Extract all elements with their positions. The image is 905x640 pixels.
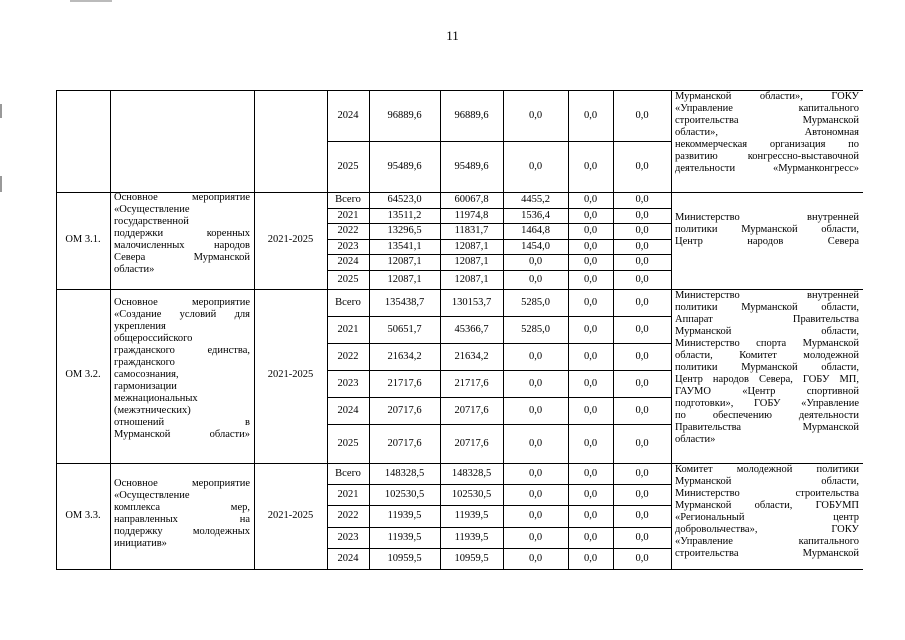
table-cell-year: 2021 <box>337 324 359 335</box>
measure-name-line: комплекса мер, <box>114 502 250 513</box>
table-cell-amount: 1454,0 <box>521 241 550 252</box>
table-cell-amount: 13541,1 <box>387 241 422 252</box>
table-cell-amount: 0,0 <box>528 110 543 121</box>
table-cell-amount: 0,0 <box>635 405 649 416</box>
table-cell-amount: 13511,2 <box>387 210 422 221</box>
table-cell-amount: 0,0 <box>528 256 543 267</box>
executor-text-line: «Региональный центр <box>675 512 859 523</box>
table-cell-amount: 0,0 <box>528 405 543 416</box>
table-cell-year: Всего <box>335 297 361 308</box>
executor-text-line: Комитет молодежной политики <box>675 464 859 475</box>
table-cell-year: 2021 <box>337 489 359 500</box>
table-cell-year: Всего <box>335 468 361 479</box>
table-cell-amount: 0,0 <box>528 553 543 564</box>
executor-text-line: по обеспечению деятельности <box>675 410 859 421</box>
measure-name <box>114 192 250 276</box>
table-cell-amount: 0,0 <box>635 194 649 205</box>
measure-name-line: Мурманской области» <box>114 429 250 440</box>
executor-text-line: ГАУМО «Центр спортивной <box>675 386 859 397</box>
measure-name-line: инициатив» <box>114 538 167 549</box>
executor-text-line: политики Мурманской области, <box>675 302 859 313</box>
table-cell-year: 2025 <box>337 438 359 449</box>
implementation-period: 2021-2025 <box>267 369 314 380</box>
executor-text-line: Мурманской области, <box>675 476 859 487</box>
table-cell-amount: 96889,6 <box>387 110 422 121</box>
table-cell-amount: 21717,6 <box>454 378 489 389</box>
executor-text-line: области», Автономная <box>675 127 859 138</box>
table-cell-amount: 0,0 <box>583 194 598 205</box>
measure-name-line: «Осуществление <box>114 490 190 501</box>
table-cell-amount: 0,0 <box>635 274 649 285</box>
table-cell-amount: 50651,7 <box>387 324 422 335</box>
table-cell-amount: 11939,5 <box>387 510 422 521</box>
measure-name-line: самосознания, <box>114 369 179 380</box>
table-cell-year: 2024 <box>337 553 359 564</box>
scan-artifact-top <box>70 0 112 2</box>
measure-name-line: общероссийского <box>114 333 193 344</box>
executor-text-line: Министерство внутренней <box>675 290 859 301</box>
measure-name-line: Основное мероприятие <box>114 478 250 489</box>
measure-name-line: Севера Мурманской <box>114 252 250 263</box>
table-cell-year: Всего <box>335 194 361 205</box>
table-cell-amount: 11974,8 <box>454 210 489 221</box>
table-cell-amount: 0,0 <box>635 297 649 308</box>
measure-name-line: малочисленных народов <box>114 240 250 251</box>
measure-name-line: Основное мероприятие <box>114 297 250 308</box>
table-cell-amount: 0,0 <box>635 438 649 449</box>
table-cell-amount: 11939,5 <box>454 510 489 521</box>
table-cell-amount: 0,0 <box>583 324 598 335</box>
table-cell-year: 2023 <box>337 378 359 389</box>
table-cell-amount: 102530,5 <box>451 489 492 500</box>
measure-name <box>114 297 250 441</box>
table-cell-year: 2022 <box>337 225 359 236</box>
table-cell-amount: 0,0 <box>583 468 598 479</box>
measure-name-line: «Создание условий для <box>114 309 250 320</box>
executor-text-line: добровольчества», ГОКУ <box>675 524 859 535</box>
table-cell-amount: 0,0 <box>528 532 543 543</box>
table-cell-amount: 0,0 <box>635 210 649 221</box>
table-cell-amount: 0,0 <box>583 161 598 172</box>
table-cell-amount: 0,0 <box>583 553 598 564</box>
executor-text <box>675 212 859 248</box>
executor-text-line: строительства Мурманской <box>675 548 859 559</box>
measure-name-line: Основное мероприятие <box>114 192 250 203</box>
scan-artifact-edge <box>0 104 2 118</box>
table-cell-amount: 0,0 <box>635 256 649 267</box>
executor-text-line: Министерство спорта Мурманской <box>675 338 859 349</box>
table-cell-amount: 0,0 <box>528 468 543 479</box>
table-cell-year: 2023 <box>337 241 359 252</box>
table-cell-amount: 0,0 <box>528 438 543 449</box>
measure-name-line: отношений в <box>114 417 250 428</box>
table-cell-amount: 12087,1 <box>454 274 489 285</box>
executor-text-line: политики Мурманской области, <box>675 362 859 373</box>
table-cell-amount: 0,0 <box>528 351 543 362</box>
page-number: 11 <box>446 28 459 43</box>
table-cell-year: 2025 <box>337 161 359 172</box>
executor-text <box>675 464 859 560</box>
table-cell-amount: 20717,6 <box>387 438 422 449</box>
executor-text-line: «Управление капитального <box>675 536 859 547</box>
table-cell-amount: 0,0 <box>635 489 649 500</box>
table-cell-amount: 21634,2 <box>454 351 489 362</box>
measure-name-line: поддержки коренных <box>114 228 250 239</box>
table-cell-amount: 20717,6 <box>387 405 422 416</box>
measure-name-line: (межэтнических) <box>114 405 191 416</box>
table-cell-amount: 0,0 <box>583 405 598 416</box>
measure-name-line: поддержку молодежных <box>114 526 250 537</box>
table-cell-amount: 5285,0 <box>521 297 550 308</box>
table-cell-amount: 0,0 <box>635 468 649 479</box>
table-cell-year: 2021 <box>337 210 359 221</box>
measure-name <box>114 478 250 550</box>
table-cell-amount: 0,0 <box>583 378 598 389</box>
table-cell-year: 2024 <box>337 110 359 121</box>
executor-text-line: политики Мурманской области, <box>675 224 859 235</box>
executor-text-line: Мурманской области», ГОКУ <box>675 91 859 102</box>
table-cell-year: 2024 <box>337 256 359 267</box>
table-cell-amount: 96889,6 <box>454 110 489 121</box>
table-cell-amount: 1536,4 <box>521 210 550 221</box>
table-cell-amount: 21717,6 <box>387 378 422 389</box>
table-cell-amount: 10959,5 <box>454 553 489 564</box>
table-cell-amount: 1464,8 <box>521 225 550 236</box>
table-cell-amount: 12087,1 <box>387 256 422 267</box>
table-cell-amount: 11939,5 <box>387 532 422 543</box>
table-cell-amount: 95489,6 <box>387 161 422 172</box>
executor-text-line: Министерство строительства <box>675 488 859 499</box>
table-cell-amount: 0,0 <box>583 532 598 543</box>
table-cell-amount: 21634,2 <box>387 351 422 362</box>
measure-name-line: межнациональных <box>114 393 198 404</box>
table-cell-amount: 0,0 <box>583 297 598 308</box>
table-cell-amount: 20717,6 <box>454 405 489 416</box>
implementation-period: 2021-2025 <box>267 509 314 521</box>
measure-name-line: области» <box>114 264 155 275</box>
table-cell-amount: 12087,1 <box>387 274 422 285</box>
table-cell-amount: 0,0 <box>583 351 598 362</box>
executor-text-line: строительства Мурманской <box>675 115 859 126</box>
table-cell-amount: 0,0 <box>583 510 598 521</box>
measure-name-line: «Осуществление <box>114 204 190 215</box>
table-cell-amount: 0,0 <box>583 241 598 252</box>
measure-code: ОМ 3.3. <box>65 509 101 521</box>
measure-name-line: направленных на <box>114 514 250 525</box>
table-cell-amount: 0,0 <box>528 510 543 521</box>
program-funding-table <box>56 90 863 570</box>
table-cell-amount: 10959,5 <box>387 553 422 564</box>
table-cell-amount: 0,0 <box>635 553 649 564</box>
table-cell-amount: 0,0 <box>528 161 543 172</box>
table-cell-amount: 0,0 <box>635 110 649 121</box>
implementation-period: 2021-2025 <box>267 233 314 245</box>
executor-text-line: развитию конгрессно-выставочной <box>675 151 859 162</box>
table-cell-amount: 60067,8 <box>454 194 489 205</box>
executor-text-line: Центр народов Севера <box>675 236 859 247</box>
table-cell-amount: 11939,5 <box>454 532 489 543</box>
table-cell-amount: 0,0 <box>635 532 649 543</box>
executor-text-line: Мурманской области, ГОБУМП <box>675 500 859 511</box>
measure-name-line: гармонизации <box>114 381 177 392</box>
table-cell-amount: 5285,0 <box>521 324 550 335</box>
table-cell-amount: 148328,5 <box>451 468 492 479</box>
table-cell-amount: 12087,1 <box>454 241 489 252</box>
table-cell-amount: 0,0 <box>635 324 649 335</box>
measure-name-line: гражданского <box>114 357 175 368</box>
table-cell-amount: 0,0 <box>635 161 649 172</box>
table-cell-amount: 135438,7 <box>384 297 425 308</box>
table-cell-amount: 0,0 <box>583 110 598 121</box>
table-cell-amount: 0,0 <box>528 489 543 500</box>
measure-code: ОМ 3.2. <box>65 369 101 380</box>
table-cell-amount: 13296,5 <box>387 225 422 236</box>
table-cell-amount: 45366,7 <box>454 324 489 335</box>
table-cell-amount: 12087,1 <box>454 256 489 267</box>
table-cell-amount: 0,0 <box>635 225 649 236</box>
table-cell-amount: 0,0 <box>583 210 598 221</box>
table-cell-amount: 0,0 <box>528 378 543 389</box>
executor-text <box>675 91 859 175</box>
table-cell-amount: 0,0 <box>635 510 649 521</box>
table-cell-year: 2025 <box>337 274 359 285</box>
executor-text-line: области» <box>675 434 716 445</box>
executor-text-line: Правительства Мурманской <box>675 422 859 433</box>
executor-text-line: области, Комитет молодежной <box>675 350 859 361</box>
table-cell-amount: 0,0 <box>635 241 649 252</box>
executor-text-line: «Управление капитального <box>675 103 859 114</box>
table-cell-amount: 95489,6 <box>454 161 489 172</box>
executor-text-line: Центр народов Севера, ГОБУ МП, <box>675 374 859 385</box>
executor-text-line: некоммерческая организация по <box>675 139 859 150</box>
executor-text-line: Министерство внутренней <box>675 212 859 223</box>
table-cell-amount: 0,0 <box>635 378 649 389</box>
measure-code: ОМ 3.1. <box>65 233 101 245</box>
table-cell-amount: 4455,2 <box>521 194 550 205</box>
table-cell-amount: 0,0 <box>583 274 598 285</box>
executor-text <box>675 290 859 446</box>
table-cell-amount: 20717,6 <box>454 438 489 449</box>
measure-name-line: гражданского единства, <box>114 345 250 356</box>
scan-artifact-edge <box>0 176 2 192</box>
table-cell-amount: 148328,5 <box>384 468 425 479</box>
executor-text-line: Аппарат Правительства <box>675 314 859 325</box>
table-cell-amount: 102530,5 <box>384 489 425 500</box>
table-cell-amount: 11831,7 <box>454 225 489 236</box>
table-cell-amount: 0,0 <box>528 274 543 285</box>
table-cell-amount: 64523,0 <box>387 194 422 205</box>
table-cell-year: 2023 <box>337 532 359 543</box>
executor-text-line: Мурманской области, <box>675 326 859 337</box>
table-cell-year: 2022 <box>337 510 359 521</box>
executor-text-line: подготовки», ГОБУ «Управление <box>675 398 859 409</box>
table-cell-amount: 0,0 <box>583 225 598 236</box>
executor-text-line: деятельности «Мурманконгресс» <box>675 163 859 174</box>
table-cell-year: 2024 <box>337 405 359 416</box>
table-cell-amount: 130153,7 <box>451 297 492 308</box>
measure-name-line: укрепления <box>114 321 166 332</box>
table-cell-year: 2022 <box>337 351 359 362</box>
measure-name-line: государственной <box>114 216 189 227</box>
table-cell-amount: 0,0 <box>583 438 598 449</box>
table-cell-amount: 0,0 <box>583 256 598 267</box>
table-cell-amount: 0,0 <box>583 489 598 500</box>
table-cell-amount: 0,0 <box>635 351 649 362</box>
